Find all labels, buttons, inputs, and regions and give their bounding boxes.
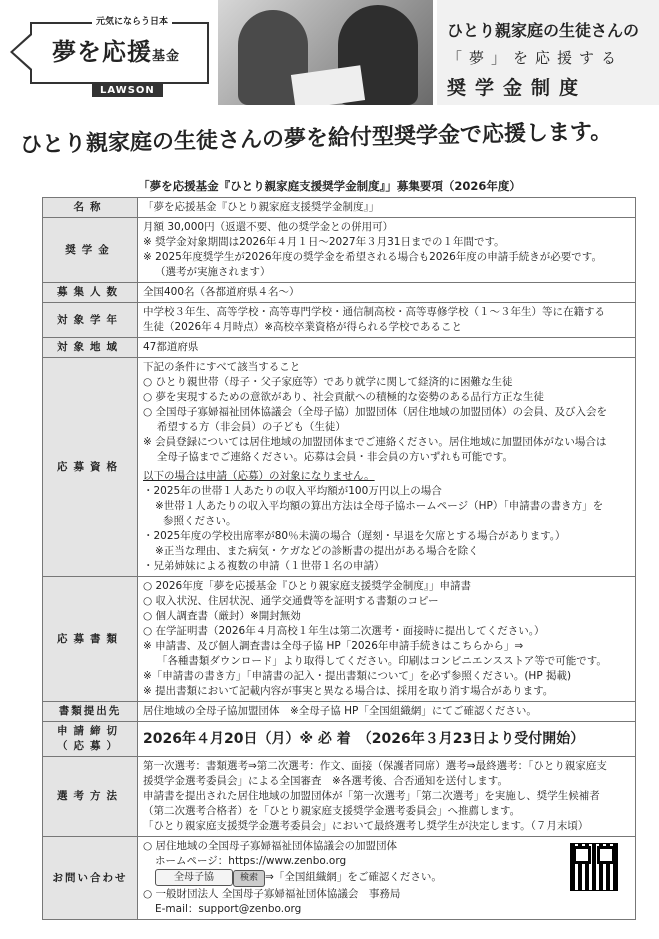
label-recruits: 募集人数 [43,283,138,303]
value-selection [138,757,636,837]
logo-brand: LAWSON [92,84,163,97]
qualification-line: ※ 会員登録については居住地域の加盟団体までご連絡ください。居住地域に加盟団体がない場合は [143,436,607,448]
logo-title [52,32,180,67]
row-contact [43,837,636,920]
tagline-line2: 「夢」を応援する [447,49,624,67]
search-button[interactable]: 検索 [233,870,265,887]
value-contact [138,837,636,920]
scholarship-line: ※ 奨学金対象期間は2026年４月１日～2027年３月31日までの１年間です。 [143,236,505,248]
qualification-line: ○ ひとり親世帯（母子・父子家庭等）であり就学に関して経済的に困難な生徒 [143,376,513,388]
label-submission: 書類提出先 [43,702,138,722]
value-submission: 居住地域の全母子協加盟団体 ※全母子協 HP「全国組織網」にてご確認ください。 [138,702,636,722]
selection-line: 申請書を提出された居住地域の加盟団体が「第一次選考」「第二次選考」を実施し、奨学生候補者 [143,790,600,802]
documents-line: 「各種書類ダウンロード」より取得してください。印刷はコンビニエンスストア等で可能です。 [143,655,607,667]
logo [30,17,209,96]
selection-line: 第一次選考：書類選考⇒第二次選考：作文、面接（保護者同席）選考⇒最終選考：「ひとり親家庭支 [143,760,607,772]
requirements-table [42,197,636,920]
label-deadline-2: （応募） [57,740,123,752]
row-selection [43,757,636,837]
documents-line: ○ 在学証明書（2026年４月高校１年生は第二次選考・面接時に提出してください。） [143,625,545,637]
tagline-line3: 奨学金制度 [447,77,588,99]
documents-line: ○ 2026年度「夢を応援基金『ひとり親家庭支援奨学金制度』」申請書 [143,580,471,592]
selection-line: 援奨学金選考委員会」による全国審査 ※各選考後、合否通知を送付します。 [143,775,508,787]
logo-title-main: 夢を応援 [52,38,152,66]
grade-line: 生徒（2026年４月時点）※高校卒業資格が得られる学校であること [143,321,463,333]
value-documents [138,577,636,702]
row-name [43,198,636,218]
exclusion-line: ・兄弟姉妹による複数の申請（１世帯１名の申請） [143,560,385,572]
search-keyword-box[interactable]: 全母子協 [155,869,233,886]
logo-title-small: 基金 [152,49,181,64]
label-scholarship: 奨学金 [43,218,138,283]
label-deadline-1: 申請締切 [57,725,123,737]
contact-homepage[interactable]: ホームページ：https://www.zenbo.org [155,855,347,867]
row-documents [43,577,636,702]
qualification-line: 全母子協までご連絡ください。応募は会員・非会員の方いずれも可能です。 [143,451,513,463]
value-area: 47都道府県 [138,338,636,358]
selection-line: （第二次選考合格者）を「ひとり親家庭支援奨学金選考委員会」へ推薦します。 [143,805,521,817]
label-contact: お問い合わせ [43,837,138,920]
contact-line: ○ 一般財団法人 全国母子寡婦福祉団体協議会 事務局 [143,888,401,900]
label-documents: 応募書類 [43,577,138,702]
row-deadline [43,722,636,757]
qualification-line: ○ 夢を実現するための意欲があり、社会貢献への積極的な姿勢のある品行方正な生徒 [143,391,544,403]
tagline-line1: ひとり親家庭の生徒さんの [447,21,640,40]
contact-search-line [143,869,630,887]
row-grade [43,303,636,338]
documents-line: ※ 提出書類において記載内容が事実と異なる場合は、採用を取り消す場合があります。 [143,685,554,697]
contact-search-instruction: ⇒「全国組織網」をご確認ください。 [265,871,442,883]
page-subtitle: 「夢を応援基金『ひとり親家庭支援奨学金制度』」募集要項（2026年度） [138,179,521,193]
label-grade: 対象学年 [43,303,138,338]
header-tagline [437,0,659,105]
qualification-line: ○ 全国母子寡婦福祉団体協議会（全母子協）加盟団体（居住地域の加盟団体）の会員、及び入会を [143,406,607,418]
exclusion-line: 参照ください。 [163,515,237,527]
exclusion-line: ※世帯１人あたりの収入平均額の算出方法は全母子協ホームページ（HP）「申請書の書き方」を [155,500,604,512]
documents-line: ○ 個人調査書（厳封）※開封無効 [143,610,301,622]
label-name: 名称 [43,198,138,218]
value-qualification [138,358,636,577]
label-qualification: 応募資格 [43,358,138,577]
row-qualification [43,358,636,577]
qualification-exclusion-heading: 以下の場合は申請（応募）の対象になりません。 [143,470,375,482]
headline: ひとり親家庭の生徒さんの夢を給付型奨学金で応援します。 [19,119,613,158]
header [0,0,659,115]
label-deadline [43,722,138,757]
scholarship-line: ※ 2025年度奨学生が2026年度の奨学金を希望される場合も2026年度の申請手続きが必要です。 [143,251,602,263]
row-recruits [43,283,636,303]
selection-line: 「ひとり親家庭支援奨学金選考委員会」において最終選考し奨学生が決定します。（７月末頃） [143,820,589,832]
qr-code-icon[interactable] [570,843,618,891]
value-grade [138,303,636,338]
logo-tag: 元気にならう日本 [92,14,172,27]
logo-arrow-inner [13,35,32,69]
exclusion-line: ・2025年の世帯１人あたりの収入平均額が100万円以上の場合 [143,485,442,497]
qualification-line: 希望する方（非会員）の子ども（生徒） [143,421,346,433]
documents-line: ※ 申請書、及び個人調査書は全母子協 HP「2026年申請手続きはこちらから」⇒ [143,640,524,652]
grade-line: 中学校３年生、高等学校・高等専門学校・通信制高校・高等専修学校（１～３年生）等に在籍する [143,306,605,318]
contact-email[interactable]: E-mail：support@zenbo.org [155,903,302,915]
value-scholarship [138,218,636,283]
row-area [43,338,636,358]
value-recruits: 全国400名（各都道府県４名～） [138,283,636,303]
row-scholarship [43,218,636,283]
documents-line: ○ 収入状況、住居状況、通学交通費等を証明する書類のコピー [143,595,439,607]
row-submission [43,702,636,722]
qualification-line: 下記の条件にすべて該当すること [143,361,301,373]
label-selection: 選考方法 [43,757,138,837]
exclusion-line: ・2025年度の学校出席率が80％未満の場合（遅刻・早退を欠席とする場合があります。） [143,530,566,542]
contact-line: ○ 居住地域の全国母子寡婦福祉団体協議会の加盟団体 [143,840,397,852]
label-area: 対象地域 [43,338,138,358]
exclusion-line: ※正当な理由、また病気・ケガなどの診断書の提出がある場合を除く [155,545,479,557]
hero-photo [218,0,433,105]
value-name: 「夢を応援基金『ひとり親家庭支援奨学金制度』」 [138,198,636,218]
scholarship-line: （選考が実施されます） [155,266,271,278]
scholarship-line: 月額 30,000円（返還不要、他の奨学金との併用可） [143,221,394,233]
documents-line: ※「申請書の書き方」「申請書の記入・提出書類について」を必ず参照ください。(HP 掲載) [143,670,572,682]
value-deadline: 2026年４月20日（月）※ 必 着 （2026年３月23日より受付開始） [138,722,636,757]
